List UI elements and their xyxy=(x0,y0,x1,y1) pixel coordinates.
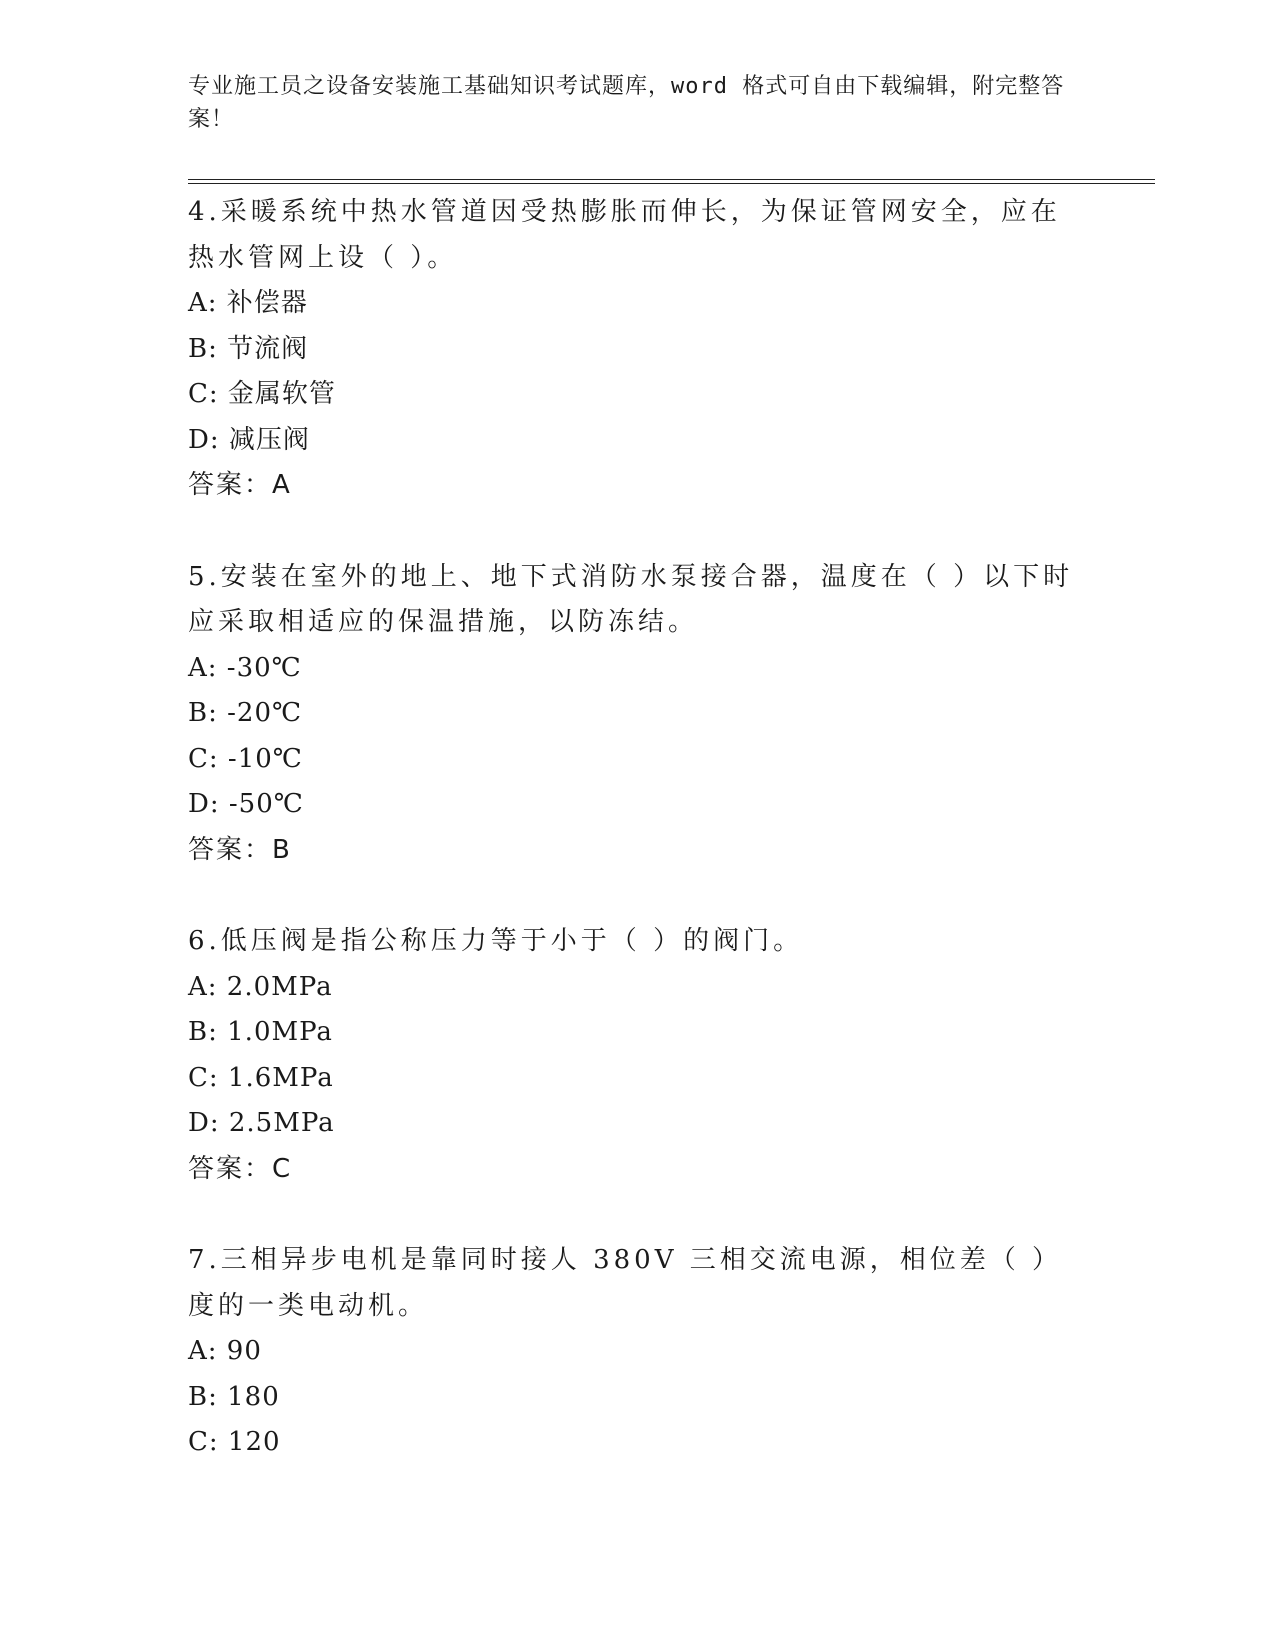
option-d: D: 减压阀 xyxy=(188,424,310,455)
answer-line: 答案：A xyxy=(188,470,292,500)
option-d: D: 2.5MPa xyxy=(188,1108,335,1138)
document-header: 专业施工员之设备安装施工基础知识考试题库，word 格式可自由下载编辑，附完整答案！ xyxy=(188,74,1065,132)
option-a: A: 90 xyxy=(188,1336,262,1366)
option-c: C: 1.6MPa xyxy=(188,1062,334,1093)
question-5 xyxy=(188,555,1088,874)
question-stem: 7.三相异步电机是靠同时接人 380V 三相交流电源，相位差（ ）度的一类电动机。 xyxy=(188,1245,1063,1321)
question-list xyxy=(188,190,1088,1512)
question-stem: 5.安装在室外的地上、地下式消防水泵接合器，温度在（ ）以下时应采取相适应的保温措施，以防冻结。 xyxy=(188,561,1074,637)
question-stem: 4.采暖系统中热水管道因受热膨胀而伸长，为保证管网安全，应在热水管网上设（ ）。 xyxy=(188,197,1061,273)
option-b: B: 180 xyxy=(188,1381,280,1412)
header-divider-top xyxy=(188,179,1155,180)
option-c: C: -10℃ xyxy=(188,743,303,774)
option-c: C: 金属软管 xyxy=(188,379,336,409)
option-d: D: -50℃ xyxy=(188,789,304,819)
option-b: B: 节流阀 xyxy=(188,333,309,364)
question-6 xyxy=(188,919,1088,1192)
answer-line: 答案：C xyxy=(188,1153,293,1184)
header-divider-bottom xyxy=(188,183,1155,184)
option-a: A: 补偿器 xyxy=(188,288,308,318)
option-a: A: -30℃ xyxy=(188,652,302,683)
question-4 xyxy=(188,190,1088,509)
question-stem: 6.低压阀是指公称压力等于小于（ ）的阀门。 xyxy=(188,926,804,956)
option-a: A: 2.0MPa xyxy=(188,971,333,1002)
option-c: C: 120 xyxy=(188,1427,281,1457)
option-b: B: 1.0MPa xyxy=(188,1017,333,1047)
question-7 xyxy=(188,1238,1088,1466)
option-b: B: -20℃ xyxy=(188,698,303,728)
answer-line: 答案：B xyxy=(188,834,292,865)
